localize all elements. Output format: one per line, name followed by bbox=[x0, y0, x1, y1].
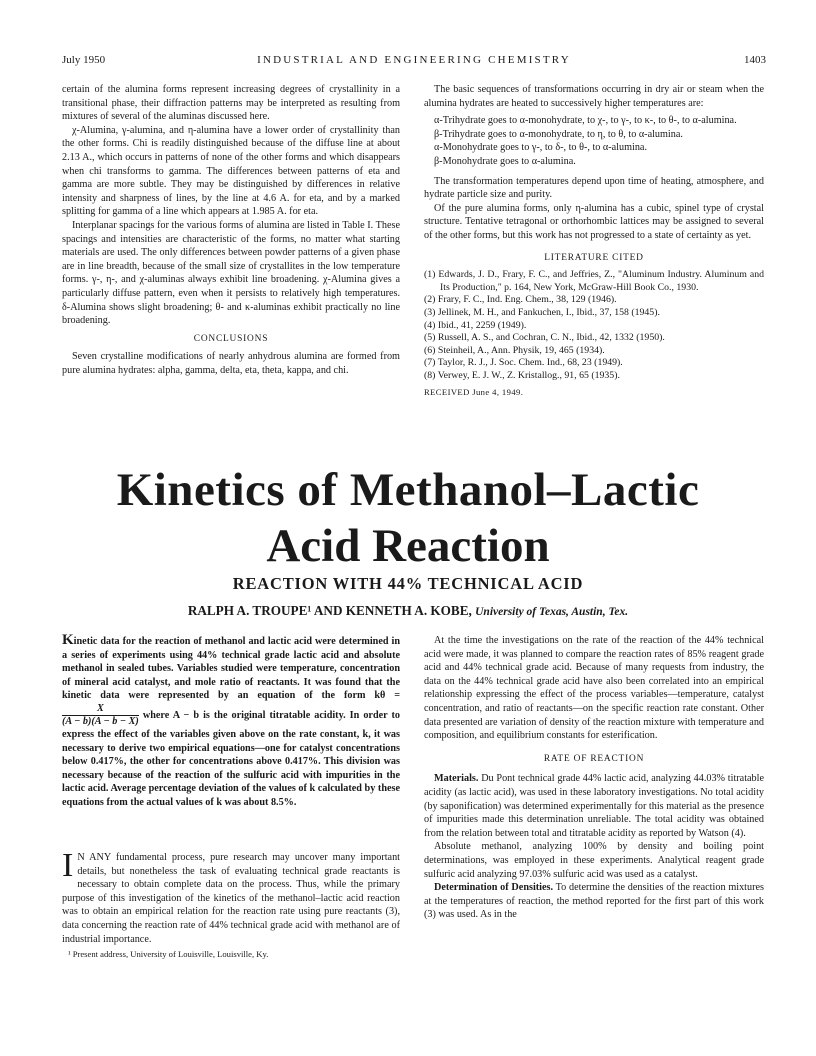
author-affiliation: University of Texas, Austin, Tex. bbox=[475, 606, 629, 618]
intro-text: N ANY fundamental process, pure research may uncover many important details, but nonetheless the task of evaluating technical grade reactants is necessary to obtain complete data on the process. Thus, while the primary purpose of this investigation of the kinetics of the methanol–lactic acid reaction was to obtain an empirical relation for the reaction rate using pure reactants (3), data concerning the reaction rate of 44% technical grade acid with methanol are of industrial importance. bbox=[62, 852, 400, 945]
materials-text: Du Pont technical grade 44% lactic acid, analyzing 44.03% titratable acidity (as lactic acid), was used in these laboratory investigations. No total acidity (by saponification) was determined experimentally for this material as the presence of impurities made this determination unreliable. The total acidity was obtained from the relation between total and titratable acidity as reported by Watson (4). bbox=[424, 773, 765, 839]
sequence-intro: The basic sequences of transformations occurring in dry air or steam when the alumina hydrates are heated to successively higher temperatures are: bbox=[424, 84, 764, 109]
reference-list bbox=[424, 269, 764, 382]
introduction bbox=[62, 847, 400, 962]
received-date: RECEIVED June 4, 1949. bbox=[424, 387, 524, 398]
reference-item: (3) Jellinek, M. H., and Fankuchen, I., Ibid., 37, 158 (1945). bbox=[424, 306, 660, 318]
reference-item: (5) Russell, A. S., and Cochran, C. N., Ibid., 42, 1332 (1950). bbox=[424, 332, 665, 344]
prev-paragraph: The transformation temperatures depend upon time of heating, atmosphere, and hydrate particle size and purity. bbox=[424, 175, 764, 201]
equation-numerator: X bbox=[62, 703, 139, 716]
prev-paragraph: Of the pure alumina forms, only η-alumina has a cubic, spinel type of crystal structure. Tentative tetragonal or orthorhombic lattices may be assigned to several of the other forms, but this work has not progressed to a state of certainty as yet. bbox=[424, 202, 764, 241]
sequence-item: β-Trihydrate goes to α-monohydrate, to η, to θ, to α-alumina. bbox=[434, 128, 683, 140]
article-right-column bbox=[424, 634, 764, 922]
transformation-sequence-list bbox=[424, 114, 764, 168]
body-paragraph: At the time the investigations on the rate of the reaction of the 44% technical acid were made, it was planned to compare the reaction rates of 85% reagent grade acid and 44% technical grade acid. Because of many requests from industry, the data on the 44% technical grade acid have also been correlated into an empirical relationship expressing the effect of the process variables—temperature, catalyst concentration, and ratio of reactants—on the specific reaction rate constant. Other data presented are variation of density of the reaction mixture with temperature and composition, and equilibrium constants for esterification. bbox=[424, 635, 765, 742]
sequence-item: α-Trihydrate goes to α-monohydrate, to χ-, to γ-, to κ-, to θ-, to α-alumina. bbox=[434, 115, 737, 127]
prev-article-left-column bbox=[62, 83, 400, 377]
methanol-paragraph: Absolute methanol, analyzing 100% by density and boiling point determinations, was employed in these experiments. Analytical reagent grade sulfuric acid analyzing 97.03% sulfuric acid was used as a catalyst. bbox=[424, 841, 764, 880]
header-page-number: 1403 bbox=[744, 54, 766, 66]
sequence-item: α-Monohydrate goes to γ-, to δ-, to θ-, to α-alumina. bbox=[434, 142, 648, 154]
abstract-text-part-1: inetic data for the reaction of methanol and lactic acid were determined in a series of experiments using 44% technical grade lactic acid and absolute methanol in sealed tubes. Variables studied were temperature, concentration of mineral acid catalyst, and mole ratio of reactants. It was found that the kinetic data were represented by an equation of the form kθ = bbox=[62, 636, 400, 702]
author-line bbox=[0, 603, 816, 619]
author-footnote: ¹ Present address, University of Louisville, Louisville, Ky. bbox=[68, 949, 269, 960]
author-names: RALPH A. TROUPE¹ AND KENNETH A. KOBE, bbox=[187, 603, 472, 618]
literature-heading: LITERATURE CITED bbox=[544, 252, 644, 263]
prev-article-right-column bbox=[424, 83, 764, 400]
densities-text: To determine the densities of the reaction mixtures at the temperatures of reaction, the method reported for the first part of this work (3) was used. As in the bbox=[424, 882, 764, 921]
article-title-line-1: Kinetics of Methanol–Lactic bbox=[116, 464, 700, 516]
abstract bbox=[62, 634, 400, 810]
equation-denominator: (A − b)(A − b − X) bbox=[62, 715, 139, 727]
reference-item: (8) Verwey, E. J. W., Z. Kristallog., 91, 65 (1935). bbox=[424, 369, 620, 381]
intro-drop-cap: I bbox=[62, 847, 74, 884]
article-title-line-2: Acid Reaction bbox=[266, 520, 550, 572]
densities-label: Determination of Densities. bbox=[434, 882, 554, 894]
sequence-item: β-Monohydrate goes to α-alumina. bbox=[434, 155, 576, 167]
header-journal: INDUSTRIAL AND ENGINEERING CHEMISTRY bbox=[257, 54, 571, 66]
materials-label: Materials. bbox=[434, 773, 479, 785]
reference-item: (1) Edwards, J. D., Frary, F. C., and Jeffries, Z., "Aluminum Industry. Aluminum and Its Production," p. 164, New York, McGraw-Hill Book Co., 1930. bbox=[424, 269, 764, 293]
prev-paragraph: Interplanar spacings for the various forms of alumina are listed in Table I. These spacings and intensities are characteristic of the forms, no matter what starting materials are used. The only differences between powder patterns of a given phase are in line breadth, because of the small size of crystallites in the low temperature forms. γ-, η-, and χ-aluminas always exhibit line broadening. χ-Alumina gives a particularly diffuse pattern, even when it persists to relatively high temperatures. δ-Alumina shows slight broadening; θ- and κ-aluminas exhibit practically no line broadening. bbox=[62, 219, 400, 327]
densities-paragraph bbox=[424, 881, 764, 922]
rate-of-reaction-heading: RATE OF REACTION bbox=[543, 753, 645, 764]
article-subtitle: REACTION WITH 44% TECHNICAL ACID bbox=[232, 574, 584, 593]
reference-item: (2) Frary, F. C., Ind. Eng. Chem., 38, 129 (1946). bbox=[424, 294, 617, 306]
reference-item: (7) Taylor, R. J., J. Soc. Chem. Ind., 68, 23 (1949). bbox=[424, 357, 623, 369]
reference-item: (6) Steinheil, A., Ann. Physik, 19, 465 (1934). bbox=[424, 344, 605, 356]
abstract-initial: K bbox=[62, 632, 74, 648]
materials-paragraph bbox=[424, 772, 764, 840]
reference-item: (4) Ibid., 41, 2259 (1949). bbox=[424, 319, 527, 331]
conclusions-text: Seven crystalline modifications of nearly anhydrous alumina are formed from pure alumina hydrates: alpha, gamma, delta, eta, theta, kappa, and chi. bbox=[62, 351, 400, 376]
conclusions-heading: CONCLUSIONS bbox=[193, 333, 269, 344]
prev-paragraph: certain of the alumina forms represent increasing degrees of crystallinity in a transitional phase, their diffraction patterns may be interpreted as resulting from mixtures of several of the aluminas discussed here. bbox=[62, 84, 400, 123]
prev-paragraph: χ-Alumina, γ-alumina, and η-alumina have a lower order of crystallinity than the other forms. Chi is readily distinguished because of the diffuse line at about 2.13 A., which occurs in patterns of none of the other forms and which disappears when chi transforms to gamma. The differences between patterns of eta and gamma are more subtle. They may be distinguished by differences in relative intensity and sharpness of lines, by the line at 4.6 A. for eta, and by a marked splitting for gamma of a line which appears at 1.985 A. for eta. bbox=[62, 124, 400, 218]
abstract-text-part-2: where A − b is the original titratable acidity. In order to express the effect of the variables given above on the rate constant, k, it was necessary to derive two empirical equations—one for catalyst concentrations below 0.417%, the other for concentrations above 0.417%. This division was necessary because of the reaction of the sulfuric acid with impurities in the lactic acid. Average percentage deviation of the values of k calculated by these equations from the actual values of k was about 8.5%. bbox=[62, 709, 400, 808]
header-date: July 1950 bbox=[62, 54, 106, 66]
rate-equation bbox=[62, 703, 139, 728]
running-header bbox=[62, 54, 766, 70]
